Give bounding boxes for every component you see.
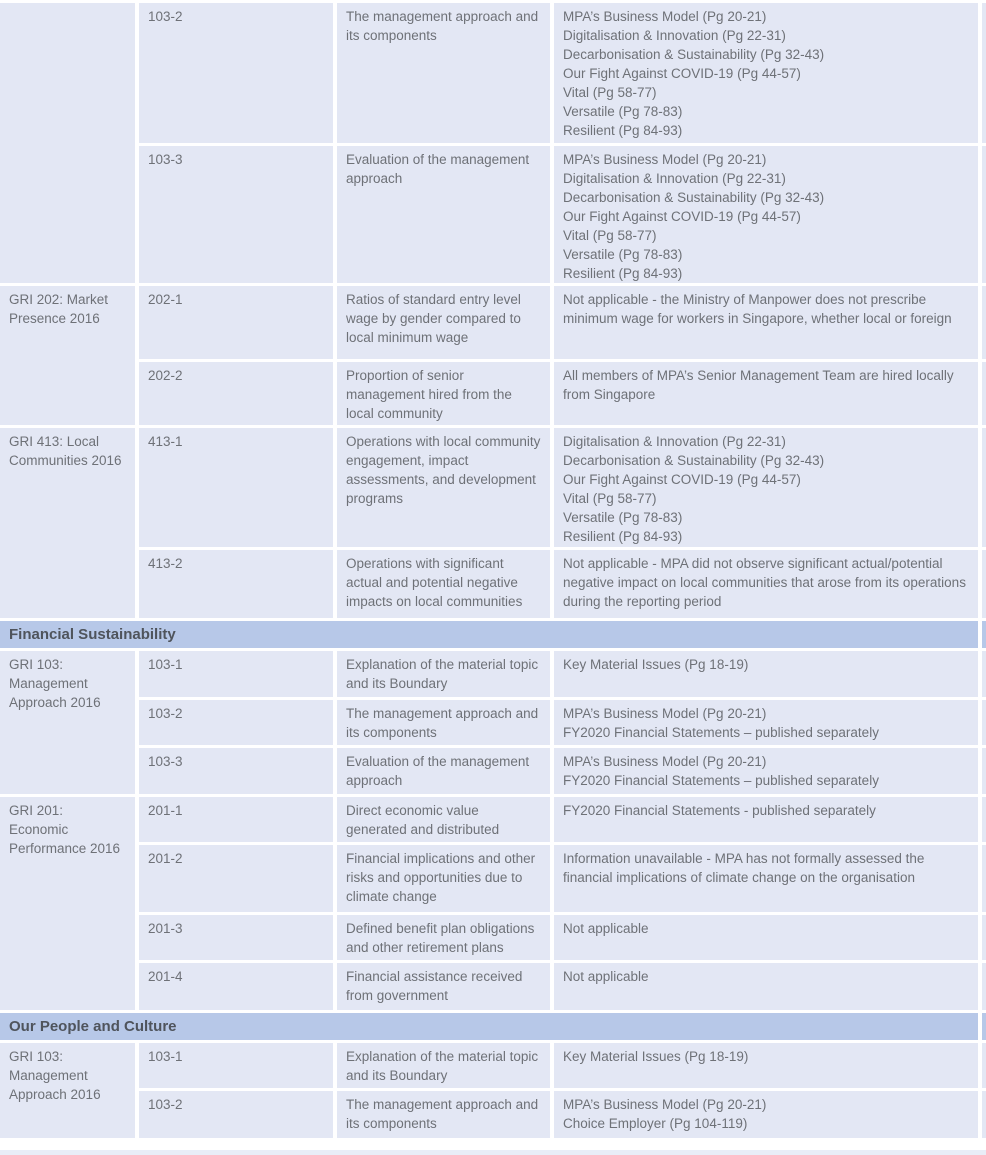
disclosure-number-cell: 201-2 [139,845,333,912]
page-reference-line: Key Material Issues (Pg 18-19) [563,657,749,672]
disclosure-number-cell: 103-2 [139,3,333,143]
disclosure-number-cell: 202-2 [139,362,333,425]
table-edge-sliver [982,1013,986,1040]
table-edge-sliver [982,915,986,960]
disclosure-title-cell: Operations with local community engagement, impact assessments, and development programs [337,428,550,547]
page-reference-line: FY2020 Financial Statements – published separately [563,725,879,740]
disclosure-number-cell: 103-2 [139,700,333,745]
page-reference-line: MPA’s Business Model (Pg 20-21) [563,754,767,769]
gri-standard-cell: GRI 413: Local Communities 2016 [0,428,135,618]
table-edge-sliver [982,845,986,912]
disclosure-number-cell: 413-2 [139,550,333,618]
disclosure-title-cell: The management approach and its components [337,1091,550,1138]
page-reference-line: Choice Employer (Pg 104-119) [563,1116,748,1131]
table-edge-sliver [982,700,986,745]
page-reference-line: All members of MPA’s Senior Management Team are hired locally from Singapore [563,368,954,402]
disclosure-title-cell: Ratios of standard entry level wage by gender compared to local minimum wage [337,286,550,359]
disclosure-number-cell: 103-3 [139,748,333,794]
page-reference-line: Key Material Issues (Pg 18-19) [563,1049,749,1064]
table-edge-sliver [982,550,986,618]
page-reference-line: Decarbonisation & Sustainability (Pg 32-43) [563,190,825,205]
disclosure-number-cell: 202-1 [139,286,333,359]
disclosure-title-cell: Defined benefit plan obligations and other retirement plans [337,915,550,960]
table-edge-sliver [982,3,986,143]
disclosure-number-cell: 103-1 [139,1043,333,1088]
disclosure-title-cell: Proportion of senior management hired from the local community [337,362,550,425]
table-edge-sliver [982,1091,986,1138]
page-reference-line: Not applicable [563,969,649,984]
page-reference-cell [554,963,978,1010]
page-reference-line: Vital (Pg 58-77) [563,85,657,100]
table-edge-sliver [982,1043,986,1088]
page-reference-line: Decarbonisation & Sustainability (Pg 32-43) [563,47,825,62]
page-reference-line: Vital (Pg 58-77) [563,491,657,506]
page-reference-cell [554,3,978,143]
table-edge-sliver [982,146,986,283]
disclosure-title-cell: Explanation of the material topic and its Boundary [337,1043,550,1088]
page-reference-cell [554,286,978,359]
table-edge-sliver [982,651,986,697]
gri-standard-cell: GRI 202: Market Presence 2016 [0,286,135,425]
page-reference-line: Vital (Pg 58-77) [563,228,657,243]
gri-standard-cell [0,3,135,283]
disclosure-title-cell: Financial implications and other risks and opportunities due to climate change [337,845,550,912]
page-reference-line: Resilient (Pg 84-93) [563,123,683,138]
disclosure-number-cell: 103-2 [139,1091,333,1138]
gri-standard-cell: GRI 103: Management Approach 2016 [0,651,135,794]
page-reference-line: FY2020 Financial Statements - published separately [563,803,876,818]
page-reference-line: Resilient (Pg 84-93) [563,529,683,544]
disclosure-number-cell: 413-1 [139,428,333,547]
table-edge-sliver [982,286,986,359]
section-header: Financial Sustainability [0,621,978,648]
page-reference-cell [554,845,978,912]
disclosure-number-cell: 201-3 [139,915,333,960]
page-reference-cell [554,146,978,283]
disclosure-title-cell: Explanation of the material topic and its Boundary [337,651,550,697]
table-edge-sliver [982,621,986,648]
page-reference-line: Versatile (Pg 78-83) [563,510,683,525]
disclosure-title-cell: The management approach and its components [337,700,550,745]
page-reference-line: Digitalisation & Innovation (Pg 22-31) [563,171,786,186]
table-edge-sliver [982,748,986,794]
disclosure-title-cell: Evaluation of the management approach [337,146,550,283]
page-reference-cell [554,362,978,425]
page-reference-cell [554,797,978,842]
disclosure-title-cell: Operations with significant actual and potential negative impacts on local communities [337,550,550,618]
page-reference-line: MPA’s Business Model (Pg 20-21) [563,152,767,167]
page-reference-cell [554,1091,978,1138]
disclosure-number-cell: 103-3 [139,146,333,283]
table-edge-sliver [982,428,986,547]
page-reference-cell [554,915,978,960]
gri-standard-cell: GRI 103: Management Approach 2016 [0,1043,135,1138]
section-header: Our People and Culture [0,1013,978,1040]
page-reference-cell [554,651,978,697]
disclosure-number-cell: 103-1 [139,651,333,697]
disclosure-title-cell: Direct economic value generated and distributed [337,797,550,842]
page-reference-line: MPA’s Business Model (Pg 20-21) [563,1097,767,1112]
disclosure-title-cell: The management approach and its components [337,3,550,143]
disclosure-number-cell: 201-4 [139,963,333,1010]
table-edge-sliver [982,362,986,425]
disclosure-number-cell: 201-1 [139,797,333,842]
page-reference-line: Resilient (Pg 84-93) [563,266,683,281]
page-reference-line: Decarbonisation & Sustainability (Pg 32-43) [563,453,825,468]
page-reference-line: MPA’s Business Model (Pg 20-21) [563,706,767,721]
next-table-row-edge [0,1150,986,1155]
page-reference-cell [554,428,978,547]
page-reference-cell [554,748,978,794]
page-reference-line: Not applicable [563,921,649,936]
page-reference-line: FY2020 Financial Statements – published separately [563,773,879,788]
page-reference-line: Digitalisation & Innovation (Pg 22-31) [563,434,786,449]
page-reference-line: MPA’s Business Model (Pg 20-21) [563,9,767,24]
page-reference-line: Our Fight Against COVID-19 (Pg 44-57) [563,209,801,224]
page-reference-line: Our Fight Against COVID-19 (Pg 44-57) [563,66,801,81]
page-reference-line: Not applicable - the Ministry of Manpower does not prescribe minimum wage for workers in Singapore, whether local or foreign [563,292,952,326]
table-edge-sliver [982,797,986,842]
disclosure-title-cell: Evaluation of the management approach [337,748,550,794]
disclosure-title-cell: Financial assistance received from government [337,963,550,1010]
page-reference-line: Not applicable - MPA did not observe significant actual/potential negative impact on local communities that arose from its operations during the reporting period [563,556,966,609]
page-reference-line: Our Fight Against COVID-19 (Pg 44-57) [563,472,801,487]
page-reference-cell [554,700,978,745]
page-reference-cell [554,1043,978,1088]
page-reference-line: Digitalisation & Innovation (Pg 22-31) [563,28,786,43]
page-reference-line: Versatile (Pg 78-83) [563,247,683,262]
page-reference-line: Versatile (Pg 78-83) [563,104,683,119]
table-edge-sliver [982,963,986,1010]
page-reference-line: Information unavailable - MPA has not formally assessed the financial implications of climate change on the organisation [563,851,925,885]
page-reference-cell [554,550,978,618]
gri-content-index-table [0,3,986,1138]
gri-standard-cell: GRI 201: Economic Performance 2016 [0,797,135,1010]
